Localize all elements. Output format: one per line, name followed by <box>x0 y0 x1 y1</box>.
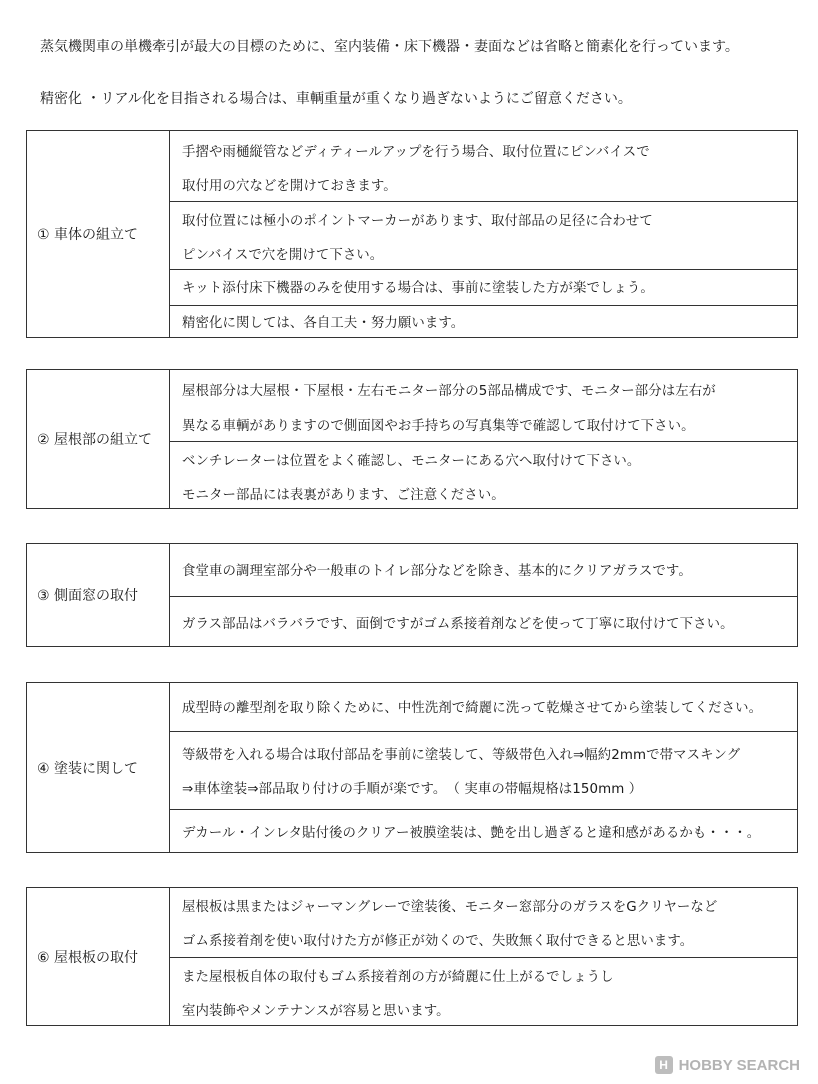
row-text: 取付用の穴などを開けておきます。 <box>182 179 397 194</box>
section-rows <box>170 888 797 1025</box>
section-rows <box>170 131 797 337</box>
section-painting <box>26 682 798 853</box>
row-text: ピンバイスで穴を開けて下さい。 <box>182 248 384 263</box>
section-body-assembly <box>26 130 798 338</box>
section-rows <box>170 544 797 646</box>
row-text: 室内装飾やメンテナンスが容易と思います。 <box>182 1004 450 1019</box>
section-label: ① 車体の組立て <box>27 131 170 337</box>
row-text: 等級帯を入れる場合は取付部品を事前に塗装して、等級帯色入れ⇒幅約2mmで帯マスキング <box>182 748 741 763</box>
row-text: 屋根板は黒またはジャーマングレーで塗装後、モニター窓部分のガラスをGクリヤーなど <box>182 900 718 915</box>
section-side-window <box>26 543 798 647</box>
row-text: また屋根板自体の取付もゴム系接着剤の方が綺麗に仕上がるでしょうし <box>182 970 614 985</box>
hobbysearch-logo-icon: H <box>655 1056 673 1074</box>
row-text: ベンチレーターは位置をよく確認し、モニターにある穴へ取付けて下さい。 <box>182 454 641 469</box>
row-text: モニター部品には表裏があります、ご注意ください。 <box>182 488 505 503</box>
row-text: デカール・インレタ貼付後のクリアー被膜塗装は、艶を出し過ぎると違和感があるかも・・・。 <box>182 826 761 841</box>
table-row <box>170 731 797 809</box>
table-row <box>170 305 797 339</box>
section-label: ④ 塗装に関して <box>27 683 170 852</box>
table-row <box>170 269 797 305</box>
row-text: 取付位置には極小のポイントマーカーがあります、取付部品の足径に合わせて <box>182 214 653 229</box>
hobbysearch-watermark <box>655 1056 800 1074</box>
row-text: 精密化に関しては、各自工夫・努力願います。 <box>182 316 465 331</box>
table-row <box>170 544 797 596</box>
section-label: ③ 側面窓の取付 <box>27 544 170 646</box>
table-row <box>170 596 797 648</box>
row-text: キット添付床下機器のみを使用する場合は、事前に塗装した方が楽でしょう。 <box>182 281 654 296</box>
section-rows <box>170 370 797 508</box>
section-label: ② 屋根部の組立て <box>27 370 170 508</box>
row-text: 成型時の離型剤を取り除くために、中性洗剤で綺麗に洗って乾燥させてから塗装してください。 <box>182 701 763 716</box>
table-row <box>170 131 797 201</box>
intro-line-1: 蒸気機関車の単機牽引が最大の目標のために、室内装備・床下機器・妻面などは省略と簡素化を行っています。 <box>40 39 739 55</box>
row-text: 手摺や雨樋縦管などディティールアップを行う場合、取付位置にピンバイスで <box>182 145 650 160</box>
section-rows <box>170 683 797 852</box>
table-row <box>170 888 797 957</box>
row-text: 屋根部分は大屋根・下屋根・左右モニター部分の5部品構成です、モニター部分は左右が <box>182 384 716 399</box>
row-text: 食堂車の調理室部分や一般車のトイレ部分などを除き、基本的にクリアガラスです。 <box>182 564 692 579</box>
section-label: ⑥ 屋根板の取付 <box>27 888 170 1025</box>
table-row <box>170 809 797 854</box>
table-row <box>170 683 797 731</box>
watermark-text: HOBBY SEARCH <box>678 1056 800 1074</box>
row-text: ゴム系接着剤を使い取付けた方が修正が効くので、失敗無く取付できると思います。 <box>182 934 694 949</box>
row-text: ガラス部品はバラバラです、面倒ですがゴム系接着剤などを使って丁寧に取付けて下さい。 <box>182 617 734 632</box>
row-text: ⇒車体塗装⇒部品取り付けの手順が楽です。 （ 実車の帯幅規格は150mm ） <box>182 782 643 797</box>
section-roof-assembly <box>26 369 798 509</box>
section-roof-plate <box>26 887 798 1026</box>
table-row <box>170 201 797 269</box>
intro-line-2: 精密化 ・リアル化を目指される場合は、車輌重量が重くなり過ぎないようにご留意ください。 <box>40 91 632 107</box>
table-row <box>170 370 797 441</box>
table-row <box>170 441 797 510</box>
table-row <box>170 957 797 1027</box>
row-text: 異なる車輌がありますので側面図やお手持ちの写真集等で確認して取付けて下さい。 <box>182 419 695 434</box>
